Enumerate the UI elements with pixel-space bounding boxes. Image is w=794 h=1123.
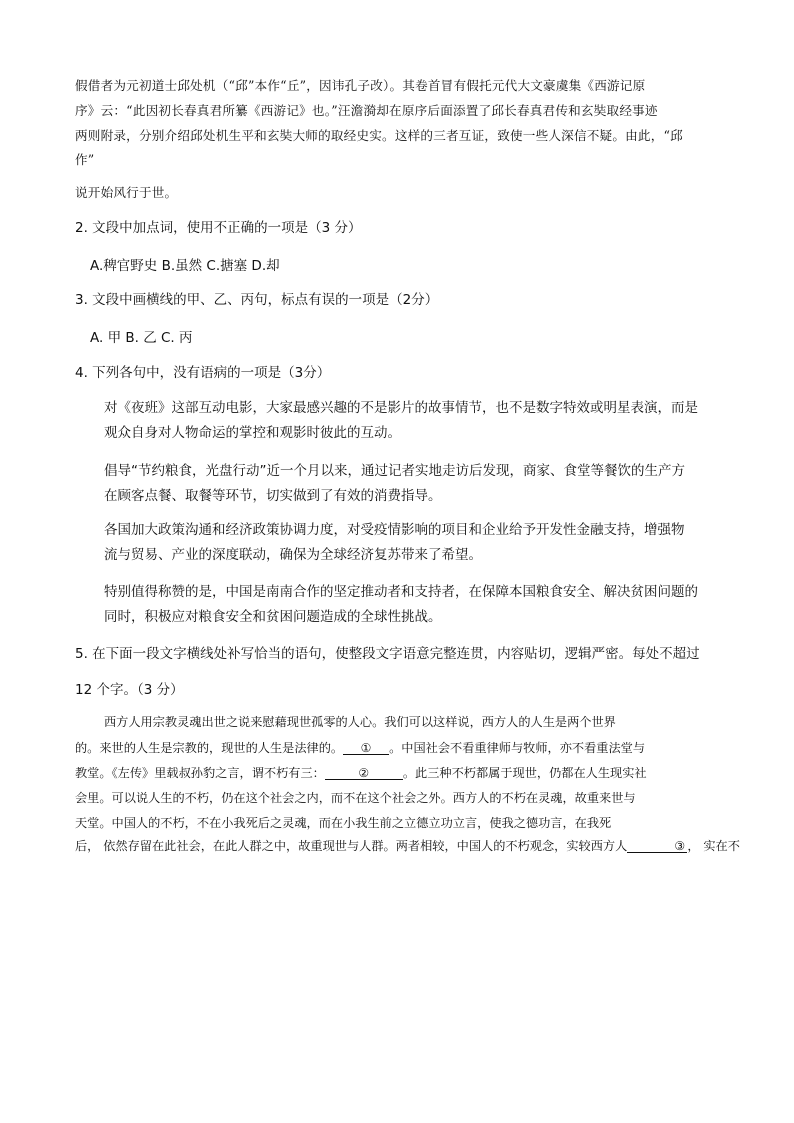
passage-line: 西方人用宗教灵魂出世之说来慰藉现世孤零的人心。我们可以这样说，西方人的人生是两个世界 bbox=[104, 715, 616, 729]
passage-line: 说开始风行于世。 bbox=[75, 185, 178, 200]
passage-line bbox=[75, 742, 645, 755]
question-4-option-c: 流与贸易、产业的深度联动，确保为全球经济复苏带来了希望。 bbox=[104, 547, 482, 563]
question-5-stem: 12 个字。（3 分） bbox=[75, 682, 184, 698]
passage-line: 两则附录，分别介绍邱处机生平和玄奘大师的取经史实。这样的三者互证，致使一些人深信不疑。由此，“邱 bbox=[75, 128, 683, 143]
question-4-option-d: 特别值得称赞的是，中国是南南合作的坚定推动者和支持者，在保障本国粮食安全、解决贫困问题的 bbox=[104, 584, 698, 600]
fill-blank-2[interactable]: ② bbox=[325, 767, 403, 780]
question-3-options: A. 甲 B. 乙 C. 丙 bbox=[90, 330, 193, 346]
question-4-option-b: 倡导“节约粮食，光盘行动”近一个月以来，通过记者实地走访后发现，商家、食堂等餐饮的生产方 bbox=[104, 463, 685, 479]
question-3-stem: 3. 文段中画横线的甲、乙、丙句，标点有误的一项是（2分） bbox=[75, 292, 439, 308]
passage-line bbox=[75, 767, 647, 780]
question-2-options: A.稗官野史 B.虽然 C.搪塞 D.却 bbox=[90, 258, 280, 274]
passage-text: ， 实在不 bbox=[687, 839, 740, 853]
fill-blank-1[interactable]: ① bbox=[343, 742, 389, 755]
question-4-option-d: 同时，积极应对粮食安全和贫困问题造成的全球性挑战。 bbox=[104, 609, 442, 625]
passage-line: 序》云：“此因初长春真君所纂《西游记》也。”汪澹漪却在原序后面添置了邱长春真君传和玄奘取经事迹 bbox=[75, 103, 658, 118]
question-2-stem: 2. 文段中加点词，使用不正确的一项是（3 分） bbox=[75, 220, 362, 236]
passage-line: 假借者为元初道士邱处机（“邱”本作“丘”，因讳孔子改）。其卷首冒有假托元代大文豪虞集《西游记原 bbox=[75, 78, 646, 93]
question-4-option-b: 在顾客点餐、取餐等环节，切实做到了有效的消费指导。 bbox=[104, 488, 442, 504]
passage-text: 。中国社会不看重律师与牧师，亦不看重法堂与 bbox=[389, 741, 646, 755]
passage-text: 的。来世的人生是宗教的，现世的人生是法律的。 bbox=[75, 741, 344, 755]
passage-line: 天堂。中国人的不朽，不在小我死后之灵魂，而在小我生前之立德立功立言，使我之德功言，在我死 bbox=[75, 816, 612, 830]
passage-line: 会里。可以说人生的不朽，仍在这个社会之内，而不在这个社会之外。西方人的不朽在灵魂，故重来世与 bbox=[75, 791, 636, 805]
passage-text: 。此三种不朽都属于现世，仍都在人生现实社 bbox=[402, 766, 647, 780]
question-5-stem: 5. 在下面一段文字横线处补写恰当的语句，使整段文字语意完整连贯，内容贴切，逻辑严密。每处不超过 bbox=[75, 646, 700, 662]
fill-blank-3[interactable]: ③ bbox=[627, 840, 687, 853]
passage-line: 作” bbox=[75, 152, 95, 167]
question-4-stem: 4. 下列各句中，没有语病的一项是（3分） bbox=[75, 365, 331, 381]
passage-line bbox=[75, 840, 740, 853]
passage-text: 后， 依然存留在此社会，在此人群之中，故重现世与人群。两者相较，中国人的不朽观念，实较西方人 bbox=[75, 839, 628, 853]
question-4-option-c: 各国加大政策沟通和经济政策协调力度，对受疫情影响的项目和企业给予开发性金融支持，增强物 bbox=[104, 522, 685, 538]
passage-text: 教堂。《左传》里载叔孙豹之言，谓不朽有三： bbox=[75, 766, 325, 780]
question-4-option-a: 对《夜班》这部互动电影，大家最感兴趣的不是影片的故事情节，也不是数字特效或明星表演，而是 bbox=[104, 400, 698, 416]
question-4-option-a: 观众自身对人物命运的掌控和观影时彼此的互动。 bbox=[104, 425, 401, 441]
